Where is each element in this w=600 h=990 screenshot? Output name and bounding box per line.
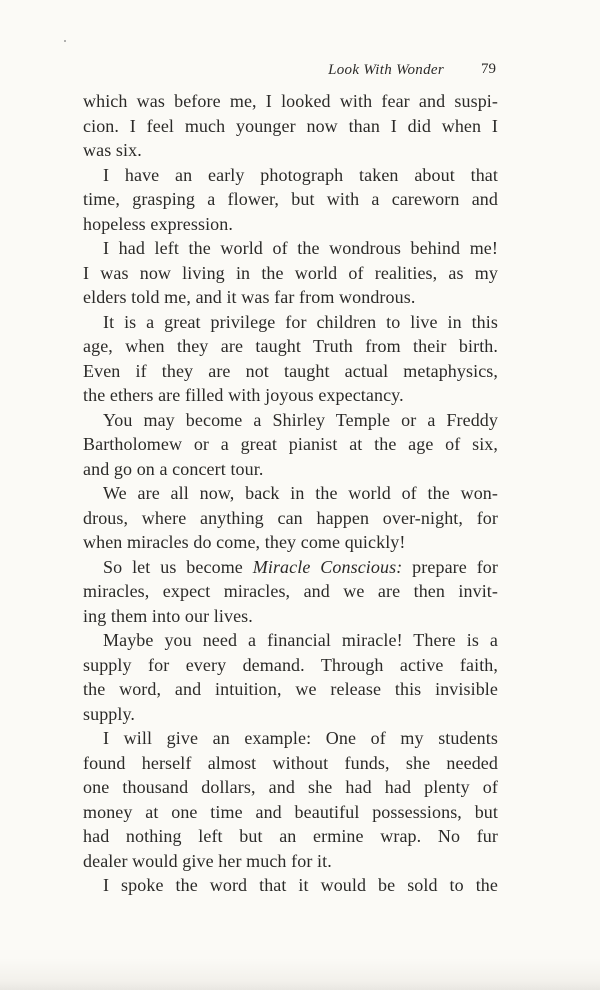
text-line: You may become a Shirley Temple or a Freddy <box>103 409 498 430</box>
text-line: supply. <box>83 703 136 724</box>
text-line: cion. I feel much younger now than I did when I <box>83 115 498 136</box>
text-line: I have an early photograph taken about that <box>103 164 498 185</box>
text-line: one thousand dollars, and she had had plenty of <box>83 777 498 797</box>
scan-speck <box>64 40 66 42</box>
text-line: found herself almost without funds, she needed <box>83 752 498 773</box>
text-line: ing them into our lives. <box>83 605 253 626</box>
text-line: which was before me, I looked with fear and suspi- <box>83 91 498 111</box>
text-line: money at one time and beautiful possessions, but <box>83 801 498 822</box>
text-line <box>83 555 498 580</box>
text-line: I had left the world of the wondrous behind me! <box>103 238 498 258</box>
text-line: age, when they are taught Truth from their birth. <box>83 336 498 356</box>
text-line: elders told me, and it was far from wondrous. <box>83 287 416 307</box>
page-body-text <box>83 89 498 898</box>
paragraph <box>83 481 498 555</box>
paragraph <box>83 555 498 629</box>
text-line: dealer would give her much for it. <box>83 850 332 871</box>
text-line: and go on a concert tour. <box>83 458 264 479</box>
text-line: Maybe you need a financial miracle! There is a <box>103 630 498 650</box>
paragraph <box>83 628 498 726</box>
paragraph <box>83 163 498 237</box>
text-line: supply for every demand. Through active faith, <box>83 654 498 675</box>
text-line: drous, where anything can happen over-night, for <box>83 507 498 528</box>
text-line: was six. <box>83 140 142 160</box>
text-run: prepare for <box>402 556 498 577</box>
text-line: hopeless expression. <box>83 213 233 234</box>
text-line: when miracles do come, they come quickly! <box>83 532 406 552</box>
paragraph <box>83 236 498 310</box>
italic-phrase: Miracle Conscious: <box>252 556 403 577</box>
text-line: I will give an example: One of my students <box>103 728 498 748</box>
paragraph <box>83 408 498 482</box>
page-bottom-edge <box>0 958 600 990</box>
text-line: Bartholomew or a great pianist at the age of six, <box>83 434 498 454</box>
text-line: time, grasping a flower, but with a careworn and <box>83 189 498 209</box>
text-line: Even if they are not taught actual metaphysics, <box>83 360 498 381</box>
text-line: We are all now, back in the world of the won- <box>103 483 498 503</box>
text-line: I spoke the word that it would be sold to the <box>103 875 498 895</box>
text-line: the word, and intuition, we release this invisible <box>83 679 498 699</box>
text-run: So let us become <box>103 556 253 577</box>
text-line: the ethers are filled with joyous expectancy. <box>83 385 404 405</box>
running-title: Look With Wonder <box>328 62 444 78</box>
running-header <box>83 62 498 84</box>
paragraph <box>83 726 498 873</box>
text-line: It is a great privilege for children to live in this <box>103 311 498 332</box>
paragraph <box>83 310 498 408</box>
text-line: I was now living in the world of realities, as my <box>83 262 498 283</box>
page-number: 79 <box>481 61 496 77</box>
paragraph <box>83 89 498 163</box>
text-line: had nothing left but an ermine wrap. No fur <box>83 826 498 846</box>
text-line: miracles, expect miracles, and we are then invit- <box>83 581 498 601</box>
paragraph <box>83 873 498 898</box>
